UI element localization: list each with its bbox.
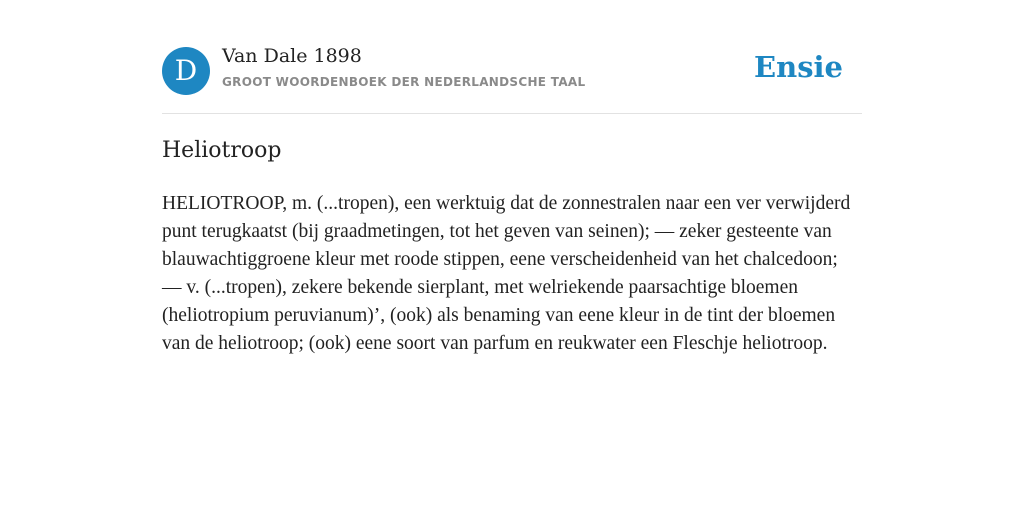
source-badge: D xyxy=(162,47,210,95)
source-subtitle: GROOT WOORDENBOEK DER NEDERLANDSCHE TAAL xyxy=(222,75,586,89)
source-title[interactable]: Van Dale 1898 xyxy=(222,45,362,67)
entry-title: Heliotroop xyxy=(162,138,282,163)
entry-card xyxy=(162,0,862,354)
entry-definition: HELIOTROOP, m. (...tropen), een werktuig dat de zonnestralen naar een ver verwijderd punt terugkaatst (bij graadmetingen, tot het geven van seinen); — zeker gesteente van blauwachtiggroene kleur met roode stippen, eene verscheidenheid van het chalcedoon; — v. (...tropen), zekere bekende sierplant, met welriekende paarsachtige bloemen (heliotropium peruvianum)’, (ook) als benaming van eene kleur in de tint der bloemen van de heliotroop; (ook) eene soort van parfum en reukwater een Fleschje heliotroop. xyxy=(162,193,851,354)
entry-header xyxy=(162,0,862,114)
ensie-logo-link[interactable]: Ensie xyxy=(754,50,843,84)
